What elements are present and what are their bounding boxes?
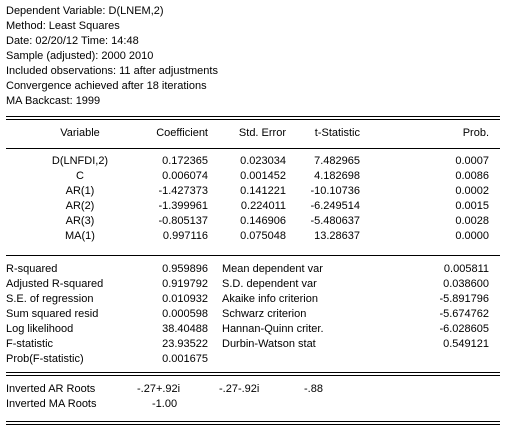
ar-root-value: -.27+.92i bbox=[137, 383, 181, 395]
stat-value: 0.919792 bbox=[162, 278, 208, 290]
t-statistic-value: 7.482965 bbox=[314, 155, 360, 167]
header-line: Convergence achieved after 18 iterations bbox=[6, 80, 207, 92]
stat-label: Sum squared resid bbox=[6, 308, 99, 320]
variable-name: AR(3) bbox=[65, 215, 95, 227]
stat-value: 0.001675 bbox=[162, 353, 208, 365]
std-error-value: 0.224011 bbox=[240, 200, 286, 212]
header-line: Date: 02/20/12 Time: 14:48 bbox=[6, 35, 139, 47]
stat-label: Schwarz criterion bbox=[222, 308, 307, 320]
col-header-t-statistic: t-Statistic bbox=[314, 127, 360, 139]
stat-value: 23.93522 bbox=[162, 338, 208, 350]
stat-value: 0.038600 bbox=[443, 278, 489, 290]
stat-value: 0.005811 bbox=[443, 263, 489, 275]
std-error-value: 0.001452 bbox=[240, 170, 286, 182]
divider bbox=[6, 255, 500, 256]
divider bbox=[6, 116, 500, 117]
stat-label: F-statistic bbox=[6, 338, 54, 350]
stat-label: Hannan-Quinn criter. bbox=[222, 323, 324, 335]
t-statistic-value: 13.28637 bbox=[314, 230, 360, 242]
prob-value: 0.0086 bbox=[455, 170, 489, 182]
header-line: Sample (adjusted): 2000 2010 bbox=[6, 50, 154, 62]
coefficient-value: 0.006074 bbox=[162, 170, 208, 182]
divider bbox=[6, 375, 500, 376]
divider bbox=[6, 421, 500, 422]
stat-label: S.D. dependent var bbox=[222, 278, 317, 290]
divider bbox=[6, 424, 500, 425]
divider bbox=[6, 119, 500, 120]
header-line: Dependent Variable: D(LNEM,2) bbox=[6, 5, 164, 17]
std-error-value: 0.075048 bbox=[240, 230, 286, 242]
stat-value: 0.010932 bbox=[162, 293, 208, 305]
header-line: Method: Least Squares bbox=[6, 20, 120, 32]
stat-label: Mean dependent var bbox=[222, 263, 323, 275]
divider bbox=[6, 372, 500, 373]
ma-root-value: -1.00 bbox=[152, 398, 178, 410]
t-statistic-value: 4.182698 bbox=[314, 170, 360, 182]
stat-label: Prob(F-statistic) bbox=[6, 353, 84, 365]
ma-roots-label: Inverted MA Roots bbox=[6, 398, 97, 410]
ar-root-value: -.88 bbox=[304, 383, 323, 395]
stat-value: 0.549121 bbox=[443, 338, 489, 350]
ar-root-value: -.27-.92i bbox=[219, 383, 260, 395]
variable-name: C bbox=[76, 170, 84, 182]
t-statistic-value: -6.249514 bbox=[310, 200, 360, 212]
stat-value: -5.674762 bbox=[439, 308, 489, 320]
std-error-value: 0.146906 bbox=[240, 215, 286, 227]
variable-name: MA(1) bbox=[65, 230, 95, 242]
ar-roots-label: Inverted AR Roots bbox=[6, 383, 96, 395]
stat-label: Log likelihood bbox=[6, 323, 74, 335]
prob-value: 0.0000 bbox=[455, 230, 489, 242]
stat-label: Adjusted R-squared bbox=[6, 278, 104, 290]
coefficient-value: 0.172365 bbox=[162, 155, 208, 167]
stat-label: S.E. of regression bbox=[6, 293, 94, 305]
variable-name: D(LNFDI,2) bbox=[51, 155, 109, 167]
std-error-value: 0.141221 bbox=[240, 185, 286, 197]
t-statistic-value: -5.480637 bbox=[310, 215, 360, 227]
estimation-header bbox=[6, 4, 218, 109]
stat-label: R-squared bbox=[6, 263, 58, 275]
col-header-coefficient: Coefficient bbox=[156, 127, 208, 139]
coefficient-value: -1.427373 bbox=[158, 185, 208, 197]
prob-value: 0.0028 bbox=[455, 215, 489, 227]
col-header-std-error: Std. Error bbox=[238, 127, 286, 139]
coefficient-value: -1.399961 bbox=[158, 200, 208, 212]
stat-label: Akaike info criterion bbox=[222, 293, 318, 305]
prob-value: 0.0015 bbox=[455, 200, 489, 212]
prob-value: 0.0007 bbox=[455, 155, 489, 167]
divider bbox=[6, 148, 500, 149]
stat-value: 0.000598 bbox=[162, 308, 208, 320]
header-line: MA Backcast: 1999 bbox=[6, 95, 101, 107]
prob-value: 0.0002 bbox=[455, 185, 489, 197]
stat-value: 38.40488 bbox=[162, 323, 208, 335]
col-header-prob: Prob. bbox=[462, 127, 489, 139]
col-header-variable: Variable bbox=[60, 127, 100, 139]
variable-name: AR(1) bbox=[65, 185, 95, 197]
std-error-value: 0.023034 bbox=[240, 155, 286, 167]
t-statistic-value: -10.10736 bbox=[310, 185, 360, 197]
stat-value: -6.028605 bbox=[439, 323, 489, 335]
variable-name: AR(2) bbox=[65, 200, 95, 212]
header-line: Included observations: 11 after adjustments bbox=[6, 65, 218, 77]
coefficient-value: -0.805137 bbox=[158, 215, 208, 227]
stat-value: 0.959896 bbox=[162, 263, 208, 275]
coefficient-value: 0.997116 bbox=[162, 230, 208, 242]
stat-label: Durbin-Watson stat bbox=[222, 338, 316, 350]
stat-value: -5.891796 bbox=[439, 293, 489, 305]
